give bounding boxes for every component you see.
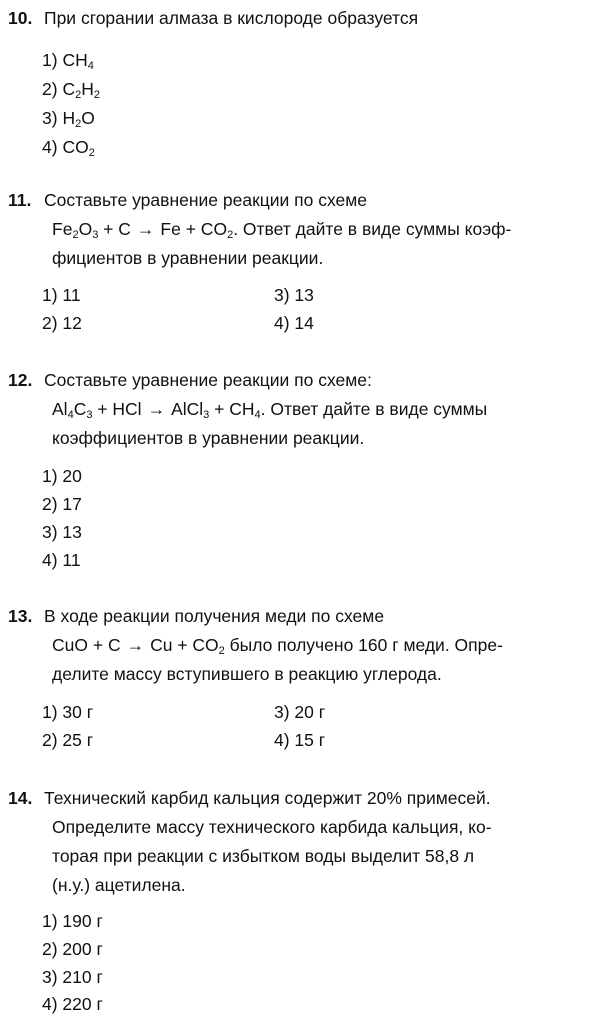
option-4: 4) 220 г [42, 994, 103, 1014]
question-13-header [8, 602, 384, 630]
option-1: 1) 30 г [42, 702, 94, 722]
arrow-icon: → [126, 635, 145, 655]
option-3: 3) 20 г [274, 702, 326, 722]
question-number: 10. [8, 8, 33, 28]
question-11-header [8, 186, 367, 214]
option-4: 4) $CO_2$ [42, 137, 95, 159]
option-2: 2) 12 [42, 313, 82, 333]
option-4: 4) 11 [42, 550, 81, 570]
question-number: 13. [8, 606, 33, 626]
question-number: 12. [8, 370, 33, 390]
option-2: 2) 25 г [42, 730, 94, 750]
question-text-line-3: торая при реакции с избытком воды выделит 58,8 л [52, 846, 475, 866]
option-2: 2) $C_2H_2$ [42, 79, 100, 101]
arrow-icon: → [147, 399, 166, 419]
question-text-line-1: Составьте уравнение реакции по схеме: [44, 370, 372, 390]
option-4: 4) 14 [274, 313, 314, 333]
question-13 [8, 602, 610, 752]
question-12-header [8, 366, 372, 394]
option-1: 1) 190 г [42, 911, 103, 931]
question-14-header [8, 784, 491, 812]
option-3: 3) 210 г [42, 967, 103, 987]
question-10-header [8, 4, 418, 32]
option-1: 1) $CH_4$ [42, 50, 94, 72]
question-text-line-3: коэффициентов в уравнении реакции. [52, 428, 365, 448]
question-text-line-3: делите массу вступившего в реакцию углерода. [52, 664, 442, 684]
arrow-icon: → [136, 219, 155, 239]
option-4: 4) 15 г [274, 730, 326, 750]
question-text-line-1: Технический карбид кальция содержит 20% примесей. [44, 788, 491, 808]
option-3: 3) $H_2O$ [42, 108, 95, 130]
question-14 [8, 784, 610, 1020]
option-1: 1) 20 [42, 466, 82, 486]
option-3: 3) 13 [274, 285, 314, 305]
question-number: 14. [8, 788, 33, 808]
option-2: 2) 17 [42, 494, 82, 514]
question-number: 11. [8, 190, 32, 210]
option-3: 3) 13 [42, 522, 82, 542]
question-10 [8, 4, 610, 164]
question-text-line-3: фициентов в уравнении реакции. [52, 248, 324, 268]
question-text-line-2: CuO + $C \to Cu + CO_2$ было получено 160 г меди. Опре- [52, 631, 610, 659]
question-text-line-4: (н.у.) ацетилена. [52, 875, 186, 895]
question-text-line-2: $Fe_2O_3 + C \to Fe + CO_2$. Ответ дайте в виде суммы коэф- [52, 215, 610, 243]
question-text-line-2: $Al_4C_3$ + HCl → AlCl$_3$ + $CH_4$. Ответ дайте в виде суммы [52, 395, 610, 423]
question-11 [8, 186, 610, 336]
option-2: 2) 200 г [42, 939, 103, 959]
question-text-line-1: В ходе реакции получения меди по схеме [44, 606, 385, 626]
option-1: 1) 11 [42, 285, 81, 305]
question-text-line-1: Составьте уравнение реакции по схеме [44, 190, 368, 210]
question-text: При сгорании алмаза в кислороде образуется [44, 8, 419, 28]
question-12 [8, 366, 610, 576]
question-text-line-2: Определите массу технического карбида кальция, ко- [52, 817, 492, 837]
